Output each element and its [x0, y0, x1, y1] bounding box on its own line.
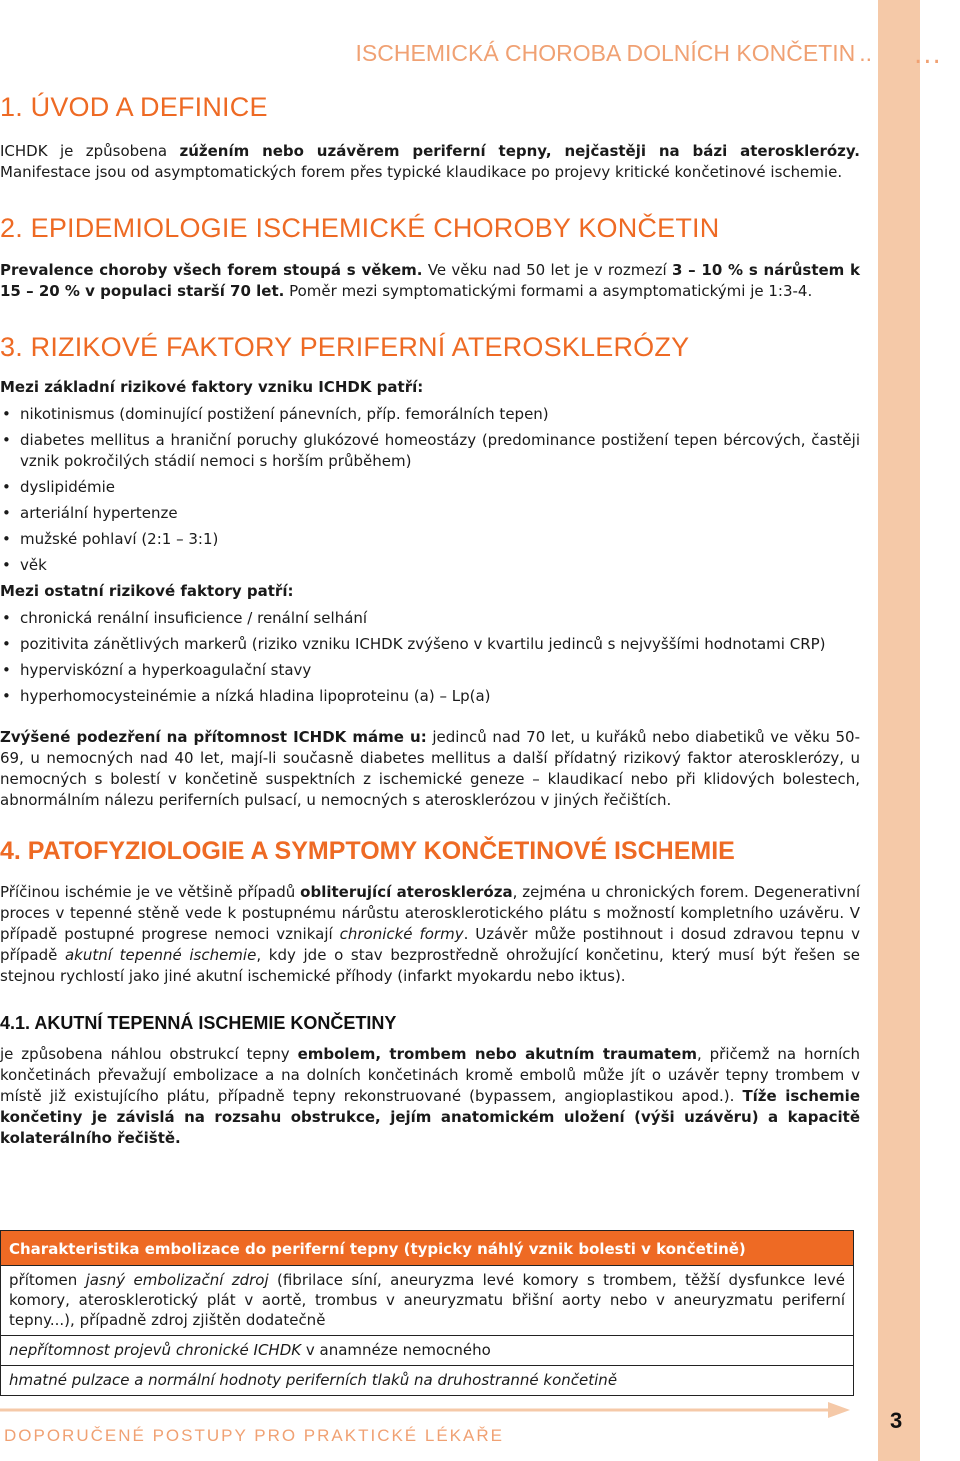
bold-text: Zvýšené podezření na přítomnost ICHDK máme u:	[0, 728, 427, 746]
section-4-paragraph	[0, 882, 860, 987]
italic-text: nepřítomnost projevů chronické ICHDK	[9, 1341, 302, 1359]
chapter-title-text: ISCHEMICKÁ CHOROBA DOLNÍCH KONČETIN	[355, 40, 856, 66]
list-item: • nikotinismus (dominující postižení pánevních, příp. femorálních tepen)	[0, 404, 860, 425]
text: , přičemž na horních končetinách převažují embolizace a na dolních končetinách kromě embolů může jít o uzávěr tepny trombem v místě již existujícího plátu, případně tepny rekonstruované (bypassem, angioplastikou apod.).	[0, 1045, 860, 1105]
list-item: • hyperhomocysteinémie a nízká hladina lipoproteinu (a) – Lp(a)	[0, 686, 860, 707]
bold-text: zúžením nebo uzávěrem periferní tepny, nejčastěji na bázi aterosklerózy.	[179, 142, 860, 160]
section-2-heading: 2. EPIDEMIOLOGIE ISCHEMICKÉ CHOROBY KONČETIN	[0, 213, 720, 243]
italic-text: jasný embolizační zdroj	[85, 1271, 269, 1289]
text: přítomen	[9, 1271, 86, 1289]
section-4-1-heading: 4.1. AKUTNÍ TEPENNÁ ISCHEMIE KONČETINY	[0, 1013, 397, 1033]
section-1-heading: 1. ÚVOD A DEFINICE	[0, 92, 268, 122]
text: , kdy jde o stav bezprostředně ohrožující končetinu, který musí být řešen se stejnou rychlostí jako jiné akutní ischemické příhody (infarkt myokardu nebo iktus).	[0, 946, 860, 985]
chapter-title-dots: ..	[859, 40, 872, 66]
page-content	[0, 88, 860, 1149]
text: je způsobena náhlou obstrukcí tepny	[0, 1045, 298, 1063]
table-row	[1, 1335, 853, 1365]
page-number: 3	[890, 1408, 903, 1433]
section-3-heading: 3. RIZIKOVÉ FAKTORY PERIFERNÍ ATEROSKLERÓZY	[0, 332, 690, 362]
embolization-table	[0, 1230, 854, 1396]
table-row	[1, 1365, 853, 1395]
risk-factors-lead: Mezi základní rizikové faktory vzniku ICHDK patří:	[0, 378, 424, 396]
list-item: • arteriální hypertenze	[0, 503, 860, 524]
text: . Uzávěr může postihnout i dosud zdravou tepnu v případě	[0, 925, 860, 964]
italic-text: hmatné pulzace a normální hodnoty periferních tlaků na druhostranné končetině	[9, 1371, 618, 1389]
italic-text: akutní tepenné ischemie	[64, 946, 257, 964]
bold-text: embolem, trombem nebo akutním traumatem	[297, 1045, 697, 1063]
text: Příčinou ischémie je ve většině případů	[0, 883, 301, 901]
text: , zejména u chronických forem. Degenerativní proces v tepenné stěně vede k postupnému nárůstu aterosklerotického plátu s možností kompletního uzávěru. V případě postupné progrese nemoci vznikají	[0, 883, 860, 943]
bold-text: Prevalence choroby všech forem stoupá s věkem.	[0, 261, 423, 279]
bold-text: obliterující ateroskleróza	[300, 883, 513, 901]
text: jedinců nad 70 let, u kuřáků nebo diabetiků ve věku 50-69, u nemocných nad 40 let, mají-li současně diabetes mellitus a další přídatný rizikový faktor aterosklerózy, u nemocných s bolestí v končetině suspektních z ischemické geneze – klaudikací nebo při klidových bolestech, abnormálním nálezu periferních pulsací, u nemocných s aterosklerózou v jiných řečištích.	[0, 728, 861, 809]
side-strip	[878, 0, 920, 1461]
text: Ve věku nad 50 let je v rozmezí	[422, 261, 672, 279]
footer-arrow	[0, 1398, 850, 1420]
text: Manifestace jsou od asymptomatických forem přes typické klaudikace po projevy kritické končetinové ischemie.	[0, 163, 843, 181]
decorative-dots: ...	[914, 40, 942, 70]
bold-text: 3 – 10 % s nárůstem k 15 – 20 % v populaci starší 70 let.	[0, 261, 861, 300]
list-item: • hyperviskózní a hyperkoagulační stavy	[0, 660, 860, 681]
other-risk-factors-lead: Mezi ostatní rizikové faktory patří:	[0, 582, 294, 600]
text: Poměr mezi symptomatickými formami a asymptomatickými je 1:3-4.	[284, 282, 813, 300]
table-row	[1, 1265, 853, 1335]
table-header: Charakteristika embolizace do periferní tepny (typicky náhlý vznik bolesti v končetině)	[1, 1231, 853, 1265]
chapter-title	[356, 40, 872, 67]
list-item: • mužské pohlaví (2:1 – 3:1)	[0, 529, 860, 550]
list-item: • dyslipidémie	[0, 477, 860, 498]
list-item: • diabetes mellitus a hraniční poruchy glukózové homeostázy (predominance postižení tepen bércových, častěji vznik pokročilých stádií nemoci s horším průběhem)	[0, 430, 860, 472]
section-4-1-paragraph	[0, 1044, 860, 1149]
footer-text: DOPORUČENÉ POSTUPY PRO PRAKTICKÉ LÉKAŘE	[4, 1426, 504, 1445]
text: ICHDK je způsobena	[0, 142, 180, 160]
bold-text: Tíže ischemie končetiny je závislá na rozsahu obstrukce, jejím anatomickém uložení (výši uzávěru) a kapacitě kolaterálního řečiště.	[0, 1087, 860, 1147]
suspicion-paragraph	[0, 727, 860, 811]
text: v anamnéze nemocného	[301, 1341, 491, 1359]
section-1-paragraph	[0, 141, 860, 183]
footer-arrow-head	[828, 1402, 850, 1418]
other-risk-factors-list	[0, 608, 860, 707]
section-4-heading: 4. PATOFYZIOLOGIE A SYMPTOMY KONČETINOVÉ ISCHEMIE	[0, 837, 735, 865]
basic-risk-factors-list	[0, 404, 860, 576]
italic-text: chronické formy	[339, 925, 464, 943]
text: (fibrilace síní, aneuryzma levé komory s trombem, těžší dysfunkce levé komory, aterosklerotický plát v aortě, trombus v aneuryzmatu břišní aorty nebo v aneuryzmatu periferní tepny...), případně zdroj zjištěn dodatečně	[9, 1271, 845, 1329]
section-2-paragraph	[0, 260, 860, 302]
list-item: • chronická renální insuficience / renální selhání	[0, 608, 860, 629]
list-item: • pozitivita zánětlivých markerů (riziko vzniku ICHDK zvýšeno v kvartilu jedinců s nejvyššími hodnotami CRP)	[0, 634, 860, 655]
list-item: • věk	[0, 555, 860, 576]
